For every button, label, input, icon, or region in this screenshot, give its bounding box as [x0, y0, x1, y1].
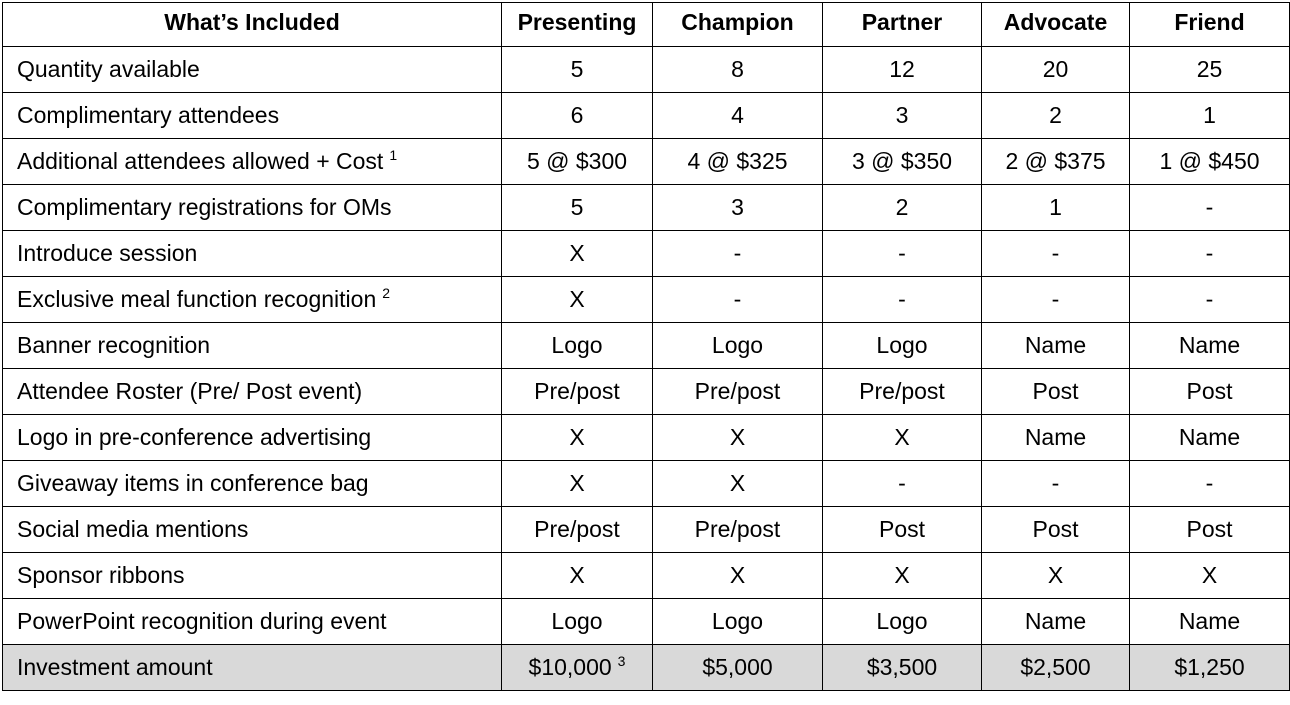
row-label	[3, 139, 502, 185]
table-cell: 20	[982, 47, 1130, 93]
table-cell: X	[1130, 553, 1290, 599]
table-cell: Name	[1130, 415, 1290, 461]
row-label-text: Introduce session	[17, 240, 198, 266]
table-row	[3, 93, 1290, 139]
header-partner: Partner	[823, 3, 982, 47]
table-cell: -	[1130, 277, 1290, 323]
footnote-marker: 2	[382, 285, 391, 301]
row-label-text: Sponsor ribbons	[17, 562, 185, 588]
table-cell: X	[653, 461, 823, 507]
row-label	[3, 47, 502, 93]
row-label	[3, 507, 502, 553]
row-label	[3, 553, 502, 599]
header-advocate: Advocate	[982, 3, 1130, 47]
table-cell: Name	[982, 599, 1130, 645]
table-cell: X	[502, 231, 653, 277]
header-friend: Friend	[1130, 3, 1290, 47]
header-row	[3, 3, 1290, 47]
table-cell: 5	[502, 185, 653, 231]
table-cell: 25	[1130, 47, 1290, 93]
row-label-text: Complimentary attendees	[17, 102, 280, 128]
table-cell: 2	[823, 185, 982, 231]
table-cell: Logo	[653, 323, 823, 369]
footnote-marker: 3	[617, 653, 626, 669]
table-cell: X	[653, 415, 823, 461]
row-label-text: Quantity available	[17, 56, 200, 82]
header-whats-included: What’s Included	[3, 3, 502, 47]
investment-label: Investment amount	[3, 645, 502, 691]
investment-amount-text: $5,000	[702, 654, 773, 680]
header-champion: Champion	[653, 3, 823, 47]
table-cell: -	[982, 231, 1130, 277]
table-cell: X	[502, 277, 653, 323]
table-cell: 3 @ $350	[823, 139, 982, 185]
row-label	[3, 369, 502, 415]
investment-amount	[823, 645, 982, 691]
table-cell: Pre/post	[502, 369, 653, 415]
investment-amount	[982, 645, 1130, 691]
table-cell: X	[823, 415, 982, 461]
table-row	[3, 553, 1290, 599]
row-label	[3, 599, 502, 645]
table-cell: X	[982, 553, 1130, 599]
investment-amount	[653, 645, 823, 691]
table-cell: 2	[982, 93, 1130, 139]
table-cell: X	[502, 415, 653, 461]
row-label-text: Social media mentions	[17, 516, 249, 542]
table-cell: Name	[1130, 599, 1290, 645]
table-cell: 3	[653, 185, 823, 231]
investment-amount-text: $10,000	[528, 654, 612, 680]
table-row	[3, 369, 1290, 415]
row-label-text: Banner recognition	[17, 332, 211, 358]
table-cell: -	[1130, 461, 1290, 507]
sponsorship-table	[2, 2, 1290, 691]
table-cell: 6	[502, 93, 653, 139]
table-cell: 5 @ $300	[502, 139, 653, 185]
table-row	[3, 139, 1290, 185]
table-cell: 1	[1130, 93, 1290, 139]
table-cell: Pre/post	[502, 507, 653, 553]
table-cell: Logo	[823, 599, 982, 645]
table-cell: Name	[982, 323, 1130, 369]
table-cell: Name	[1130, 323, 1290, 369]
investment-amount-text: $3,500	[866, 654, 938, 680]
table-cell: Post	[1130, 507, 1290, 553]
table-cell: 12	[823, 47, 982, 93]
investment-amount	[1130, 645, 1290, 691]
table-cell: Post	[823, 507, 982, 553]
row-label	[3, 461, 502, 507]
row-label	[3, 185, 502, 231]
table-body	[3, 47, 1290, 691]
table-cell: -	[823, 231, 982, 277]
row-label-text: Attendee Roster (Pre/ Post event)	[17, 378, 363, 404]
table-cell: Post	[982, 507, 1130, 553]
table-cell: 1 @ $450	[1130, 139, 1290, 185]
table-cell: 2 @ $375	[982, 139, 1130, 185]
investment-row	[3, 645, 1290, 691]
table-cell: X	[502, 553, 653, 599]
investment-amount-text: $1,250	[1174, 654, 1245, 680]
table-cell: X	[502, 461, 653, 507]
table-cell: X	[823, 553, 982, 599]
table-cell: -	[982, 461, 1130, 507]
row-label	[3, 323, 502, 369]
table-cell: -	[823, 277, 982, 323]
row-label-text: Exclusive meal function recognition	[17, 286, 377, 312]
row-label-text: Additional attendees allowed + Cost	[17, 148, 384, 174]
table-row	[3, 47, 1290, 93]
table-cell: 3	[823, 93, 982, 139]
table-cell: Post	[1130, 369, 1290, 415]
table-row	[3, 461, 1290, 507]
table-cell: Logo	[502, 323, 653, 369]
table-cell: 1	[982, 185, 1130, 231]
table-cell: Pre/post	[653, 369, 823, 415]
row-label	[3, 231, 502, 277]
table-row	[3, 323, 1290, 369]
row-label-text: PowerPoint recognition during event	[17, 608, 387, 634]
table-cell: -	[653, 277, 823, 323]
table-cell: -	[982, 277, 1130, 323]
table-cell: 8	[653, 47, 823, 93]
table-cell: Logo	[653, 599, 823, 645]
table-cell: 4	[653, 93, 823, 139]
row-label-text: Giveaway items in conference bag	[17, 470, 369, 496]
table-cell: X	[653, 553, 823, 599]
table-row	[3, 231, 1290, 277]
table-cell: 5	[502, 47, 653, 93]
row-label-text: Complimentary registrations for OMs	[17, 194, 392, 220]
table-row	[3, 507, 1290, 553]
table-cell: Pre/post	[823, 369, 982, 415]
table-cell: -	[1130, 231, 1290, 277]
table-row	[3, 185, 1290, 231]
row-label	[3, 93, 502, 139]
table-cell: Pre/post	[653, 507, 823, 553]
table-cell: Name	[982, 415, 1130, 461]
row-label	[3, 277, 502, 323]
row-label-text: Logo in pre-conference advertising	[17, 424, 372, 450]
table-cell: -	[823, 461, 982, 507]
table-cell: Post	[982, 369, 1130, 415]
row-label	[3, 415, 502, 461]
header-presenting: Presenting	[502, 3, 653, 47]
investment-amount	[502, 645, 653, 691]
table-cell: -	[1130, 185, 1290, 231]
table-cell: Logo	[502, 599, 653, 645]
table-cell: -	[653, 231, 823, 277]
table-row	[3, 599, 1290, 645]
investment-amount-text: $2,500	[1020, 654, 1091, 680]
footnote-marker: 1	[389, 147, 398, 163]
table-cell: 4 @ $325	[653, 139, 823, 185]
table-row	[3, 415, 1290, 461]
table-row	[3, 277, 1290, 323]
table-cell: Logo	[823, 323, 982, 369]
